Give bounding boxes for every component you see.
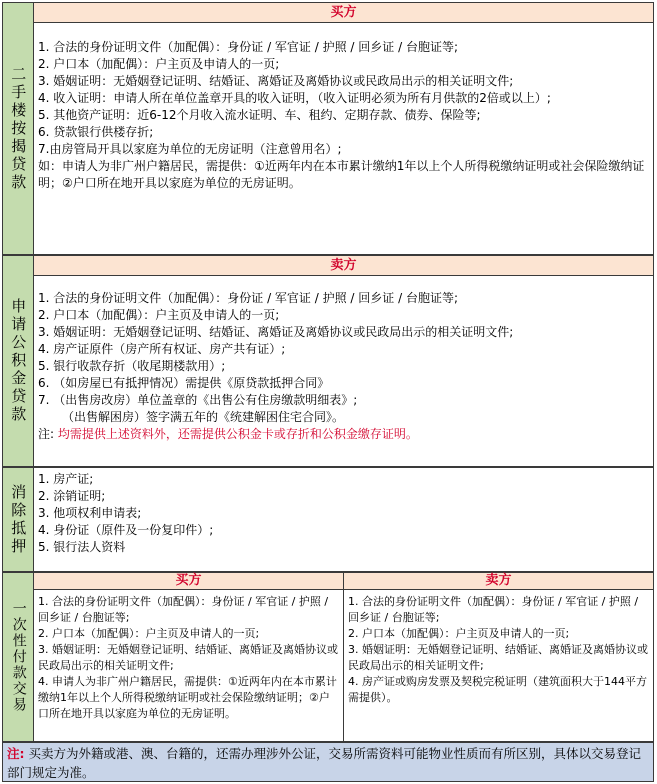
list-item: 6. 贷款银行供楼存折; [38,125,154,139]
section-provident [2,255,654,467]
one-time-seller-items [344,590,653,706]
section-discharge-label-cell [3,468,34,571]
section-discharge [2,467,654,572]
list-item: 1. 合法的身份证明文件（加配偶）：身份证 / 军官证 / 护照 / 回乡证 / 台胞证等; [38,291,458,305]
section-mortgage [2,2,654,255]
section-one-time [2,572,654,742]
list-item: 2. 户口本（加配偶）：户主页及申请人的一页; [38,627,260,640]
list-item: 1. 合法的身份证明文件（加配偶）：身份证 / 军官证 / 护照 / 回乡证 / 台胞证等; [348,595,639,624]
list-item: 如：申请人为非广州户籍居民，需提供：①近两年内在本市累计缴纳1年以上个人所得税缴纳证明或社会保险缴纳证明；②户口所在地开具以家庭为单位的无房证明。 [38,159,645,190]
note-lead: 注: [38,427,55,441]
list-item: （出售解困房）签字满五年的《统建解困住宅合同》。 [62,410,345,424]
one-time-buyer-items [34,590,343,722]
section-one-time-content [34,573,653,741]
list-item: 5. 银行法人资料 [38,540,126,554]
list-item: 4. 收入证明：申请人所在单位盖章开具的收入证明，（收入证明必须为所有月供款的2倍或以上）; [38,91,551,105]
list-item: 2. 涂销证明; [38,489,106,503]
list-item: 1. 合法的身份证明文件（加配偶）：身份证 / 军官证 / 护照 / 回乡证 / 台胞证等; [38,40,458,54]
note-text: 均需提供上述资料外，还需提供公积金卡或存折和公积金缴存证明。 [57,427,418,441]
list-item: 4. 身份证（原件及一份复印件）; [38,523,214,537]
footer-note-text: 买卖方为外籍或港、澳、台籍的，还需办理涉外公证，交易所需资料可能物业性质而有所区别，具体以交易登记部门规定为准。 [7,746,641,780]
section-discharge-content [34,468,653,571]
section-one-time-label-cell [3,573,34,741]
list-item: 3. 婚姻证明：无婚姻登记证明、结婚证、离婚证及离婚协议或民政局出示的相关证明文件; [38,325,514,339]
list-item: 7. （出售房改房）单位盖章的《出售公有住房缴款明细表》; [38,393,358,407]
seller-header: 卖方 [34,256,653,276]
list-item: 4. 房产证原件（房产所有权证、房产共有证）; [38,342,286,356]
list-item: 3. 他项权利申请表; [38,506,142,520]
discharge-items [34,468,653,556]
list-item: 5. 银行收款存折（收尾期楼款用）; [38,359,226,373]
section-one-time-label: 一次性付款交易 [10,601,27,713]
seller-header: 卖方 [344,573,653,590]
one-time-seller [344,573,653,741]
list-item: 2. 户口本（加配偶）：户主页及申请人的一页; [38,308,280,322]
section-mortgage-content [34,3,653,254]
list-item: 2. 户口本（加配偶）：户主页及申请人的一页; [348,627,570,640]
list-item: 1. 房产证; [38,472,94,486]
list-item: 6. （如房屋已有抵押情况）需提供《原贷款抵押合同》 [38,376,330,390]
buyer-header: 买方 [34,573,343,590]
section-mortgage-label-cell [3,3,34,254]
provident-items [34,276,653,443]
section-provident-label: 申请公积金贷款 [9,298,28,424]
list-item: 3. 婚姻证明：无婚姻登记证明、结婚证、离婚证及离婚协议或民政局出示的相关证明文件; [38,74,514,88]
footer-note [2,742,654,782]
section-mortgage-label: 二手楼按揭贷款 [9,65,28,192]
list-item: 2. 户口本（加配偶）：户主页及申请人的一页; [38,57,280,71]
section-discharge-label: 消除抵押 [9,483,28,556]
list-item: 5. 其他资产证明：近6-12个月收入流水证明、车、租约、定期存款、债券、保险等; [38,108,481,122]
list-item: 3. 婚姻证明：无婚姻登记证明、结婚证、离婚证及离婚协议或民政局出示的相关证明文件; [38,643,338,672]
list-item: 4. 房产证或购房发票及契税完税证明（建筑面积大于144平方需提供）。 [348,675,647,704]
mortgage-items [34,23,653,192]
one-time-buyer [34,573,344,741]
section-provident-label-cell [3,256,34,466]
list-item: 4. 申请人为非广州户籍居民，需提供：①近两年内在本市累计缴纳1年以上个人所得税缴纳证明或社会保险缴纳证明；②户口所在地开具以家庭为单位的无房证明。 [38,675,337,720]
provident-note [38,426,649,443]
list-item: 1. 合法的身份证明文件（加配偶）：身份证 / 军官证 / 护照 / 回乡证 / 台胞证等; [38,595,329,624]
list-item: 7.由房管局开具以家庭为单位的无房证明（注意曾用名）; [38,142,342,156]
buyer-header: 买方 [34,3,653,23]
footer-note-lead: 注: [7,746,25,761]
section-provident-content [34,256,653,466]
list-item: 3. 婚姻证明：无婚姻登记证明、结婚证、离婚证及离婚协议或民政局出示的相关证明文件; [348,643,648,672]
